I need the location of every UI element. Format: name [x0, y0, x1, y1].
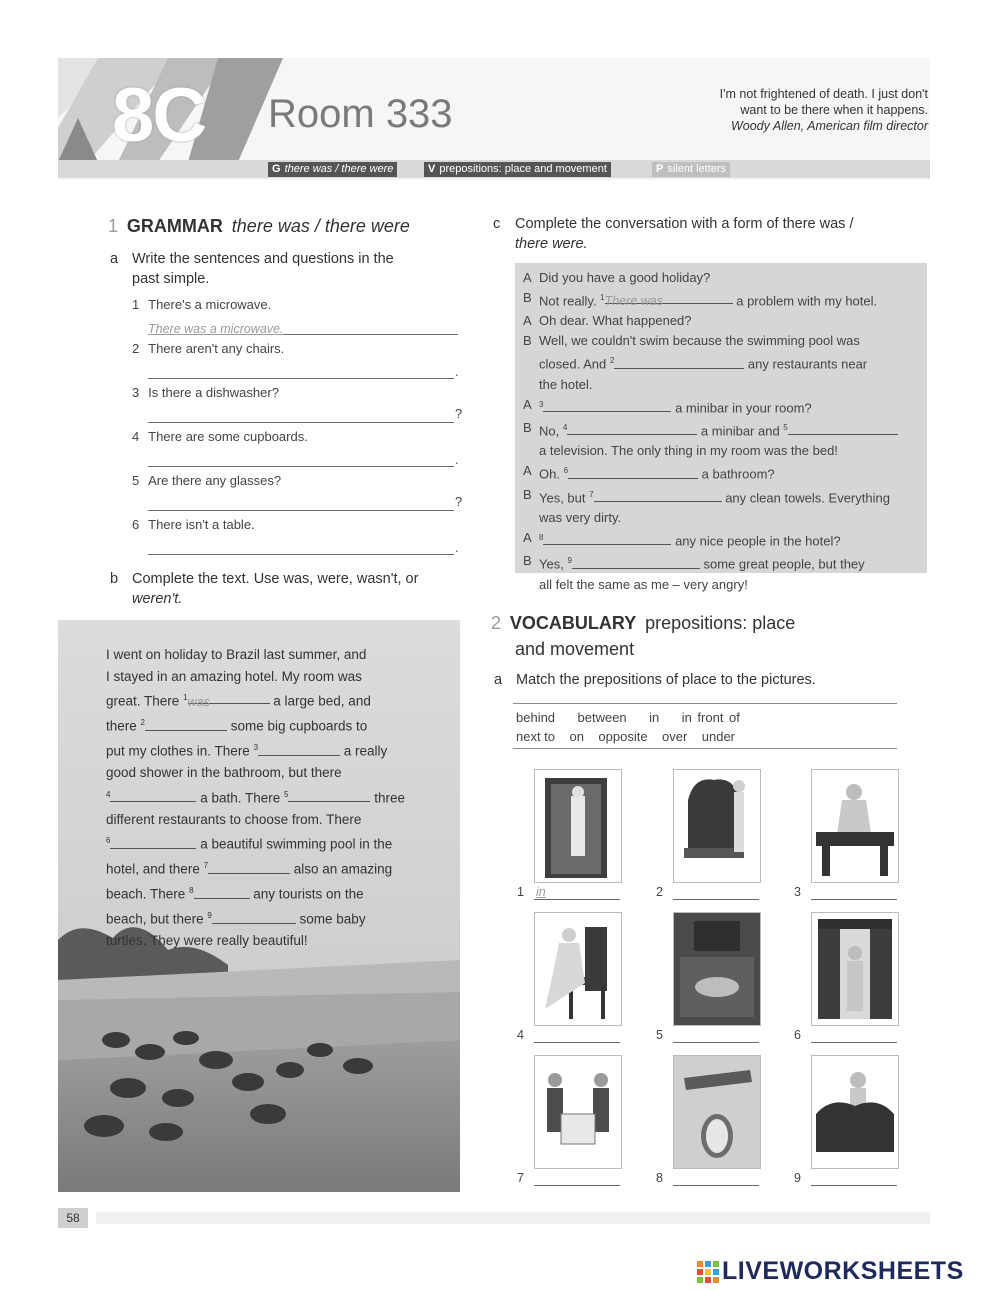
picture-number: 5	[656, 1028, 663, 1042]
list-item: 1 There's a microwave. There was a microwave.	[132, 296, 462, 340]
conversation-line: a television. The only thing in my room was the bed!	[539, 443, 838, 459]
picture-number: 3	[794, 885, 801, 899]
conversation-line: B Yes, but $^7$ any clean towels. Everything	[523, 486, 890, 505]
picture-8-mirror	[673, 1055, 761, 1169]
passage-line: I stayed in an amazing hotel. My room was	[106, 668, 362, 684]
gap-field[interactable]	[568, 466, 698, 479]
list-item: 2 There aren't any chairs. .	[132, 341, 459, 379]
picture-2-armchair	[673, 769, 761, 883]
conversation-line: A $^8$ any nice people in the hotel?	[523, 529, 841, 549]
picture-1-wardrobe	[534, 769, 622, 883]
gap-field[interactable]	[288, 789, 370, 802]
word-item: under	[701, 729, 736, 744]
quote-box	[678, 86, 928, 134]
conversation-line: A Oh dear. What happened?	[523, 313, 692, 329]
passage-line: I went on holiday to Brazil last summer, and	[106, 647, 367, 662]
answer-field[interactable]: There was a microwave.	[148, 320, 458, 335]
passage-line: there $^2$ some big cupboards to	[106, 718, 368, 734]
word-item: behind	[516, 710, 556, 725]
picture-number: 7	[517, 1171, 524, 1185]
passage-line: $^4$ a bath. There $^5$ three	[106, 789, 405, 805]
brand-name: LIVEWORKSHEETS	[722, 1257, 964, 1285]
answer-field[interactable]	[811, 899, 897, 900]
grammar-b-instruction: b Complete the text. Use was, were, wasn't, or weren't.	[110, 571, 419, 607]
passage-line: great. There $^1$was a large bed, and	[106, 687, 446, 712]
picture-number: 4	[517, 1028, 524, 1042]
answer-field[interactable]	[811, 1185, 897, 1186]
word-row	[516, 710, 740, 725]
picture-number: 6	[794, 1028, 801, 1042]
grammar-c-instruction: c Complete the conversation with a form of there was / there were.	[493, 216, 854, 252]
gap-field[interactable]	[572, 556, 700, 569]
conversation-line: B Not really. $^1$There was a problem with my hotel.	[523, 290, 878, 309]
passage-line: $^6$ a beautiful swimming pool in the	[106, 836, 393, 852]
word-item: on	[569, 729, 584, 744]
answer-field[interactable]	[148, 496, 454, 511]
gap-field[interactable]	[194, 886, 250, 899]
answer-field[interactable]	[148, 452, 454, 467]
picture-number: 1	[517, 885, 524, 899]
unit-title: Room 333	[268, 92, 453, 136]
gap-field[interactable]	[258, 743, 340, 756]
picture-5-bed	[673, 912, 761, 1026]
word-item: in front of	[681, 710, 740, 725]
quote-line: want to be there when it happens.	[740, 103, 928, 117]
answer-field[interactable]	[148, 540, 454, 555]
conversation-line: B No, $^4$ a minibar and $^5$	[523, 418, 923, 441]
picture-3-table	[811, 769, 899, 883]
passage-line: beach. There $^8$ any tourists on the	[106, 886, 364, 902]
answer-field[interactable]	[534, 1042, 620, 1043]
unit-code: 8C	[112, 73, 206, 158]
gap-field[interactable]	[594, 489, 722, 502]
grammar-a-items	[132, 296, 462, 560]
picture-number: 9	[794, 1171, 801, 1185]
conversation-line: was very dirty.	[539, 509, 622, 525]
picture-4-chair	[534, 912, 622, 1026]
conversation-line: B Well, we couldn't swim because the swimming pool was	[523, 333, 860, 349]
conversation-line: the hotel.	[539, 376, 593, 392]
grammar-a-instruction: a Write the sentences and questions in the past simple.	[110, 251, 394, 287]
gap-field[interactable]	[110, 789, 196, 802]
gap-field[interactable]	[543, 399, 671, 412]
vocabulary-heading: 2 VOCABULARY prepositions: place and movement	[491, 613, 796, 659]
tag-grammar: G there was / there were	[268, 162, 397, 177]
word-row	[516, 729, 735, 744]
picture-number: 2	[656, 885, 663, 899]
answer-field[interactable]	[148, 408, 454, 423]
grammar-heading: 1 GRAMMAR there was / there were	[108, 216, 410, 236]
list-item: 6 There isn't a table. .	[132, 517, 459, 555]
picture-7-dining	[534, 1055, 622, 1169]
gap-field[interactable]	[208, 861, 290, 874]
gap-field[interactable]	[110, 836, 196, 849]
conversation-line: A $^3$ a minibar in your room?	[523, 396, 812, 415]
answer-field[interactable]	[673, 899, 759, 900]
answer-field[interactable]	[534, 1185, 620, 1186]
gap-field[interactable]	[145, 718, 227, 731]
gap-field[interactable]	[543, 532, 671, 545]
conversation-line: closed. And $^2$ any restaurants near	[539, 356, 868, 372]
conversation-line: B Yes, $^9$ some great people, but they	[523, 553, 865, 572]
conversation-line: A Oh. $^6$ a bathroom?	[523, 463, 775, 482]
tag-pronunciation: P silent letters	[652, 162, 730, 177]
passage-line: beach, but there $^9$ some baby	[106, 911, 366, 927]
answer-field[interactable]: in	[534, 899, 620, 900]
page-number: 58	[58, 1208, 88, 1228]
reading-passage	[106, 644, 446, 952]
answer-field[interactable]	[673, 1042, 759, 1043]
word-item: in	[649, 710, 660, 725]
footer-bar	[96, 1212, 930, 1224]
picture-number: 8	[656, 1171, 663, 1185]
word-item: next to	[516, 729, 556, 744]
passage-line: good shower in the bathroom, but there	[106, 765, 342, 780]
answer-field[interactable]	[811, 1042, 897, 1043]
tag-vocabulary: V prepositions: place and movement	[424, 162, 611, 177]
gap-field[interactable]	[788, 422, 898, 435]
gap-field[interactable]	[567, 422, 697, 435]
list-item: 5 Are there any glasses? ?	[132, 473, 463, 509]
vocabulary-a-instruction: a Match the prepositions of place to the pictures.	[494, 672, 816, 688]
brand-logo-icon	[697, 1261, 719, 1283]
quote-line: I'm not frightened of death. I just don't	[719, 87, 928, 101]
word-item: between	[577, 710, 627, 725]
picture-9-sofa	[811, 1055, 899, 1169]
list-item: 4 There are some cupboards. .	[132, 429, 459, 467]
conversation-line: all felt the same as me – very angry!	[539, 576, 748, 592]
picture-6-window	[811, 912, 899, 1026]
conversation-line: A Did you have a good holiday?	[523, 270, 711, 285]
gap-field[interactable]: There was	[605, 291, 733, 304]
passage-line: hotel, and there $^7$ also an amazing	[106, 861, 393, 877]
passage-line: different restaurants to choose from. There	[106, 811, 362, 827]
answer-field[interactable]	[148, 364, 454, 379]
word-item: over	[662, 729, 688, 744]
word-item: opposite	[598, 729, 648, 744]
passage-line: turtles. They were really beautiful!	[106, 933, 308, 948]
passage-line: put my clothes in. There $^3$ a really	[106, 743, 388, 759]
conversation	[523, 268, 923, 595]
gap-field[interactable]: was	[188, 691, 270, 704]
list-item: 3 Is there a dishwasher? ?	[132, 385, 463, 421]
word-box	[513, 703, 897, 749]
brand-logo	[697, 1257, 964, 1286]
quote-author: Woody Allen, American film director	[730, 119, 928, 133]
gap-field[interactable]	[614, 356, 744, 369]
gap-field[interactable]	[212, 911, 296, 924]
answer-field[interactable]	[673, 1185, 759, 1186]
